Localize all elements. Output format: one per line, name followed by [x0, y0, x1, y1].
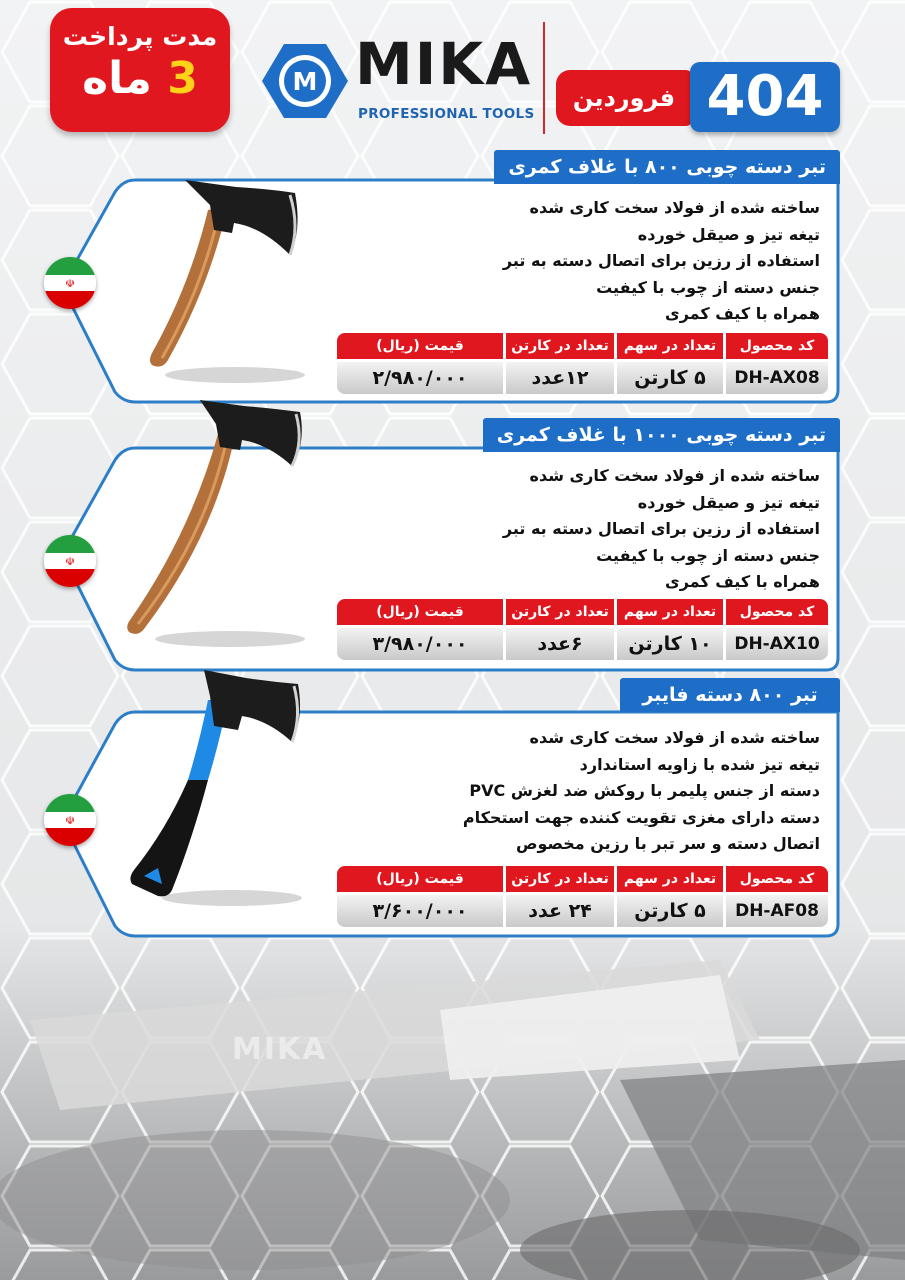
- feature-item: دسته دارای مغزی تقویت کننده جهت استحکام: [462, 807, 820, 827]
- payment-term-unit: ماه: [82, 53, 152, 104]
- product-code: DH-AX10: [726, 628, 828, 660]
- product-card-3: [40, 678, 840, 940]
- iran-flag-icon: ☫: [44, 257, 96, 309]
- feature-item: اتصال دسته و سر تبر با رزین مخصوص: [515, 834, 820, 853]
- background-brand: MIKA: [232, 1032, 328, 1067]
- per-carton-value: ۶عدد: [506, 628, 614, 660]
- header-per-share: تعداد در سهم: [617, 599, 723, 625]
- product-table: [323, 333, 828, 394]
- payment-term-badge: [50, 8, 230, 132]
- payment-term-number: 3: [167, 53, 198, 104]
- feature-item: همراه با کیف کمری: [665, 572, 820, 591]
- feature-item: ساخته شده از فولاد سخت کاری شده: [529, 466, 820, 485]
- iran-flag-icon: ☫: [44, 535, 96, 587]
- brand-name: MIKA: [355, 30, 533, 98]
- per-carton-value: ۱۲عدد: [506, 362, 614, 394]
- header-per-carton: تعداد در کارتن: [506, 333, 614, 359]
- price-value: ۳/۶۰۰/۰۰۰: [337, 895, 503, 927]
- feature-item: ساخته شده از فولاد سخت کاری شده: [529, 198, 820, 217]
- header-code: کد محصول: [726, 599, 828, 625]
- feature-list: [503, 463, 820, 596]
- feature-item: تیغه تیز و صیقل خورده: [637, 492, 820, 512]
- feature-item: دسته از جنس پلیمر با روکش ضد لغزش PVC: [469, 781, 820, 800]
- payment-term-value: [50, 53, 230, 104]
- header-code: کد محصول: [726, 333, 828, 359]
- product-table: [323, 866, 828, 927]
- price-value: ۲/۹۸۰/۰۰۰: [337, 362, 503, 394]
- product-table: [323, 599, 828, 660]
- header-price: قیمت (ریال): [337, 599, 503, 625]
- header-per-share: تعداد در سهم: [617, 866, 723, 892]
- feature-item: تیغه تیز شده با زاویه استاندارد: [579, 754, 820, 774]
- per-share-value: ۱۰ کارتن: [617, 628, 723, 660]
- product-card-2: [40, 418, 840, 673]
- feature-item: استفاده از رزین برای اتصال دسته به تبر: [502, 519, 820, 538]
- svg-text:M: M: [292, 67, 318, 96]
- product-title: تبر دسته چوبی ۱۰۰۰ با غلاف کمری: [483, 418, 840, 452]
- fiber-axe-icon: [122, 670, 312, 915]
- brand-tagline: PROFESSIONAL TOOLS: [358, 106, 535, 122]
- per-share-value: ۵ کارتن: [617, 362, 723, 394]
- product-card-1: [40, 150, 840, 405]
- month-badge: فروردین: [556, 70, 692, 126]
- product-code: DH-AF08: [726, 895, 828, 927]
- feature-item: تیغه تیز و صیقل خورده: [637, 224, 820, 244]
- feature-item: استفاده از رزین برای اتصال دسته به تبر: [502, 251, 820, 270]
- header-divider: [543, 22, 545, 134]
- product-title: تبر ۸۰۰ دسته فایبر: [620, 678, 840, 712]
- wooden-axe-icon: [120, 394, 320, 659]
- feature-list: [463, 725, 820, 858]
- iran-flag-icon: ☫: [44, 794, 96, 846]
- feature-item: جنس دسته از چوب با کیفیت: [596, 277, 820, 297]
- feature-item: جنس دسته از چوب با کیفیت: [596, 545, 820, 565]
- feature-list: [503, 195, 820, 328]
- product-title: تبر دسته چوبی ۸۰۰ با غلاف کمری: [494, 150, 840, 184]
- header-price: قیمت (ریال): [337, 866, 503, 892]
- payment-term-label: مدت پرداخت: [62, 22, 218, 51]
- feature-item: همراه با کیف کمری: [665, 304, 820, 323]
- per-carton-value: ۲۴ عدد: [506, 895, 614, 927]
- header-per-carton: تعداد در کارتن: [506, 866, 614, 892]
- price-value: ۳/۹۸۰/۰۰۰: [337, 628, 503, 660]
- wooden-axe-icon: [140, 175, 320, 390]
- year-badge: 404: [690, 62, 840, 132]
- header-code: کد محصول: [726, 866, 828, 892]
- header-per-carton: تعداد در کارتن: [506, 599, 614, 625]
- per-share-value: ۵ کارتن: [617, 895, 723, 927]
- header-price: قیمت (ریال): [337, 333, 503, 359]
- header-per-share: تعداد در سهم: [617, 333, 723, 359]
- product-code: DH-AX08: [726, 362, 828, 394]
- feature-item: ساخته شده از فولاد سخت کاری شده: [529, 728, 820, 747]
